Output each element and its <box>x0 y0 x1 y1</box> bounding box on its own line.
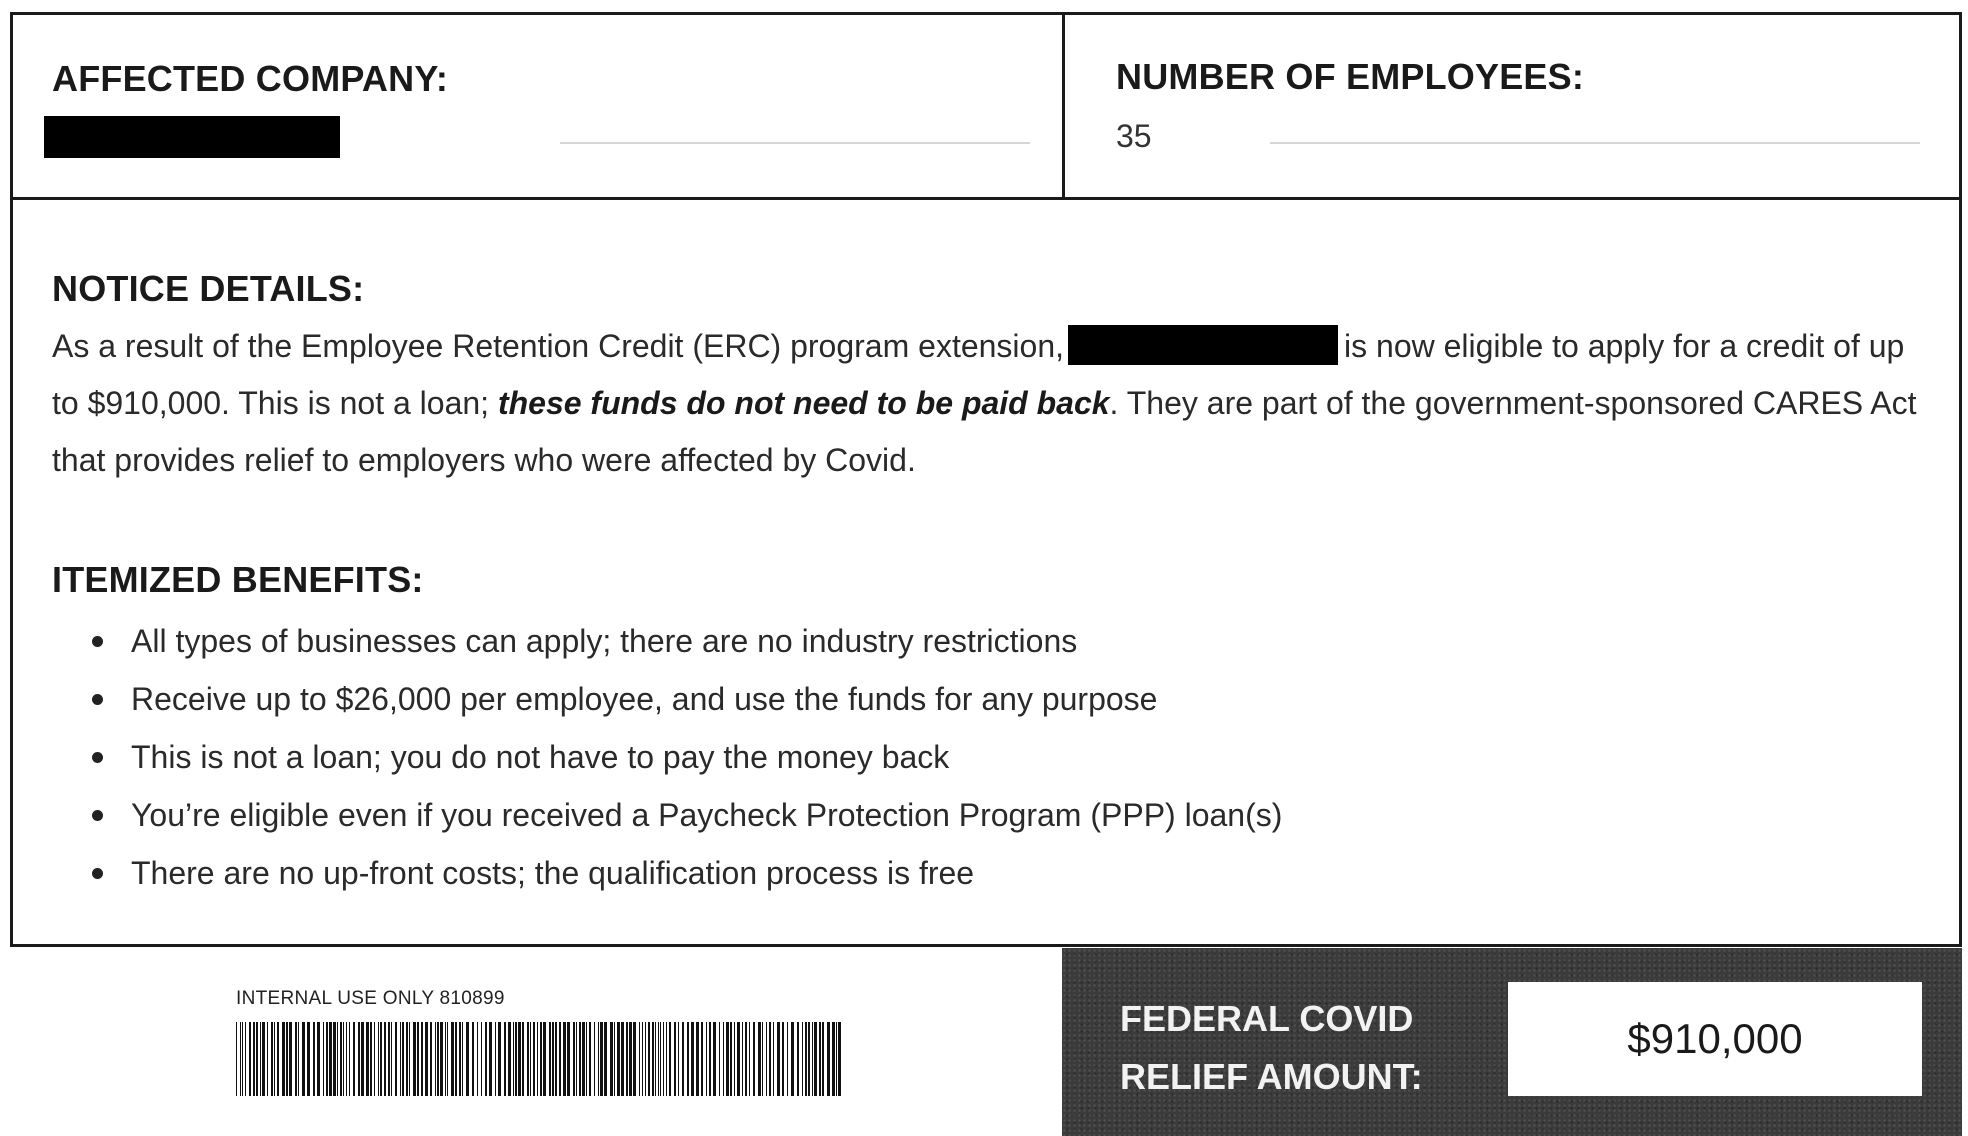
relief-label-line-1: FEDERAL COVID <box>1120 998 1414 1039</box>
barcode-bar <box>610 1022 613 1096</box>
barcode-bar <box>838 1022 841 1096</box>
redacted-company-inline <box>1068 325 1338 365</box>
barcode-bar <box>440 1022 443 1096</box>
barcode-bar <box>302 1022 305 1096</box>
barcode-bar <box>696 1022 699 1096</box>
barcode-bar <box>682 1022 684 1096</box>
barcode-bar <box>674 1022 676 1096</box>
benefit-text: There are no up-front costs; the qualification process is free <box>131 855 975 891</box>
barcode-bar <box>730 1022 732 1096</box>
barcode-bar <box>678 1022 679 1096</box>
barcode-bar <box>518 1022 521 1096</box>
barcode-bar <box>380 1022 382 1096</box>
barcode-bar <box>522 1022 524 1096</box>
barcode-bar <box>814 1022 817 1096</box>
company-field-line <box>560 142 1030 144</box>
barcode-bar <box>417 1022 419 1096</box>
barcode-bar <box>773 1022 774 1096</box>
barcode-bar <box>455 1022 457 1096</box>
bullet-icon <box>92 868 103 879</box>
barcode-bar <box>323 1022 324 1096</box>
barcode-bar <box>425 1022 428 1096</box>
barcode-bar <box>445 1022 446 1096</box>
barcode-bar <box>421 1022 423 1096</box>
barcode-bar <box>797 1022 799 1096</box>
barcode-bar <box>573 1022 575 1096</box>
barcode-bar <box>508 1022 511 1096</box>
list-item <box>92 786 1282 844</box>
barcode-bar <box>582 1022 585 1096</box>
barcode-bar <box>617 1022 620 1096</box>
relief-amount-label <box>1120 990 1460 1106</box>
barcode-bar <box>621 1022 624 1096</box>
barcode-bar <box>749 1022 750 1096</box>
barcode-bar <box>576 1022 577 1096</box>
affected-company-box <box>10 12 1065 200</box>
barcode-bar <box>766 1022 767 1096</box>
barcode-bar <box>666 1022 667 1096</box>
barcode-bar <box>777 1022 780 1096</box>
barcode-bar <box>451 1022 454 1096</box>
number-of-employees-box <box>1062 12 1962 200</box>
benefit-text: Receive up to $26,000 per employee, and use the funds for any purpose <box>131 681 1158 717</box>
barcode-bar <box>409 1022 410 1096</box>
notice-text-part-3: . They are part of the government-sponsored CARES Act that provides relief to employers who were affected by Covid. <box>52 385 1917 478</box>
bullet-icon <box>92 636 103 647</box>
barcode-bar <box>589 1022 591 1096</box>
barcode-bar <box>289 1022 292 1096</box>
barcode-bar <box>836 1022 837 1096</box>
barcode-bar <box>481 1022 482 1096</box>
barcode-bar <box>723 1022 724 1096</box>
barcode-bar <box>822 1022 824 1096</box>
barcode-bar <box>645 1022 646 1096</box>
barcode-bar <box>236 1022 237 1096</box>
barcode-icon <box>236 1022 844 1096</box>
barcode-bar <box>567 1022 570 1096</box>
barcode-bar <box>435 1022 436 1096</box>
barcode-bar <box>333 1022 336 1096</box>
barcode-bar <box>485 1022 487 1096</box>
barcode-bar <box>400 1022 401 1096</box>
affected-company-label: AFFECTED COMPANY: <box>52 58 449 99</box>
barcode-bar <box>374 1022 375 1096</box>
barcode-bar <box>626 1022 628 1096</box>
barcode-bar <box>413 1022 416 1096</box>
barcode-bar <box>769 1022 771 1096</box>
employees-field-line <box>1270 142 1920 144</box>
barcode-area <box>236 988 844 1096</box>
redacted-company-name <box>44 116 340 158</box>
number-of-employees-label: NUMBER OF EMPLOYEES: <box>1116 56 1585 97</box>
relief-amount-panel <box>1062 948 1962 1136</box>
barcode-bar <box>295 1022 297 1096</box>
barcode-bar <box>242 1022 243 1096</box>
barcode-bar <box>391 1022 392 1096</box>
barcode-bar <box>762 1022 763 1096</box>
barcode-bar <box>782 1022 784 1096</box>
barcode-bar <box>537 1022 538 1096</box>
barcode-bar <box>317 1022 320 1096</box>
barcode-bar <box>552 1022 554 1096</box>
barcode-bar <box>614 1022 615 1096</box>
barcode-bar <box>466 1022 469 1096</box>
barcode-bar <box>282 1022 285 1096</box>
barcode-bar <box>819 1022 821 1096</box>
barcode-bar <box>370 1022 372 1096</box>
barcode-bar <box>267 1022 268 1096</box>
barcode-bar <box>361 1022 364 1096</box>
barcode-bar <box>787 1022 788 1096</box>
barcode-bar <box>437 1022 439 1096</box>
barcode-bar <box>504 1022 506 1096</box>
barcode-bar <box>527 1022 529 1096</box>
barcode-bar <box>563 1022 566 1096</box>
barcode-bar <box>648 1022 650 1096</box>
barcode-bar <box>477 1022 478 1096</box>
barcode-bar <box>660 1022 661 1096</box>
barcode-bar <box>349 1022 350 1096</box>
barcode-bar <box>701 1022 703 1096</box>
relief-amount-value: $910,000 <box>1508 982 1922 1096</box>
barcode-bar <box>271 1022 273 1096</box>
notice-details-paragraph <box>52 318 1932 489</box>
barcode-bar <box>709 1022 711 1096</box>
barcode-bar <box>277 1022 279 1096</box>
barcode-bar <box>579 1022 581 1096</box>
relief-label-line-2: RELIEF AMOUNT: <box>1120 1056 1423 1097</box>
barcode-bar <box>240 1022 241 1096</box>
bullet-icon <box>92 752 103 763</box>
barcode-bar <box>812 1022 813 1096</box>
barcode-bar <box>586 1022 587 1096</box>
barcode-bar <box>515 1022 517 1096</box>
barcode-bar <box>652 1022 654 1096</box>
barcode-bar <box>663 1022 664 1096</box>
barcode-bar <box>253 1022 255 1096</box>
bullet-icon <box>92 810 103 821</box>
barcode-caption: INTERNAL USE ONLY 810899 <box>236 988 505 1009</box>
barcode-bar <box>758 1022 761 1096</box>
barcode-bar <box>629 1022 632 1096</box>
barcode-bar <box>340 1022 342 1096</box>
number-of-employees-value: 35 <box>1116 118 1152 154</box>
barcode-bar <box>540 1022 542 1096</box>
barcode-bar <box>604 1022 607 1096</box>
barcode-bar <box>513 1022 514 1096</box>
notice-emphasis: these funds do not need to be paid back <box>497 385 1110 421</box>
barcode-bar <box>462 1022 463 1096</box>
barcode-bar <box>555 1022 557 1096</box>
benefit-text: All types of businesses can apply; there are no industry restrictions <box>131 623 1078 659</box>
barcode-bar <box>353 1022 355 1096</box>
barcode-bar <box>402 1022 404 1096</box>
barcode-bar <box>642 1022 643 1096</box>
list-item <box>92 670 1282 728</box>
barcode-bar <box>495 1022 496 1096</box>
barcode-bar <box>262 1022 265 1096</box>
barcode-bar <box>543 1022 546 1096</box>
barcode-bar <box>358 1022 360 1096</box>
barcode-bar <box>687 1022 689 1096</box>
barcode-bar <box>753 1022 755 1096</box>
barcode-bar <box>832 1022 835 1096</box>
barcode-bar <box>459 1022 461 1096</box>
barcode-bar <box>691 1022 694 1096</box>
list-item <box>92 612 1282 670</box>
barcode-bar <box>559 1022 561 1096</box>
barcode-bar <box>713 1022 716 1096</box>
benefit-text: You’re eligible even if you received a Paycheck Protection Program (PPP) loan(s) <box>131 797 1283 833</box>
barcode-bar <box>658 1022 659 1096</box>
barcode-bar <box>346 1022 347 1096</box>
barcode-bar <box>337 1022 338 1096</box>
list-item <box>92 728 1282 786</box>
barcode-bar <box>745 1022 747 1096</box>
list-item <box>92 844 1282 902</box>
barcode-bar <box>260 1022 261 1096</box>
barcode-bar <box>313 1022 315 1096</box>
notice-text-part-1: As a result of the Employee Retention Credit (ERC) program extension, <box>52 328 1065 364</box>
notice-text-part-2: is now eligible to apply for a credit of up to $910,000. This is not a loan; <box>52 328 1905 421</box>
barcode-bar <box>734 1022 735 1096</box>
barcode-bar <box>791 1022 794 1096</box>
barcode-bar <box>737 1022 740 1096</box>
benefits-list <box>92 612 1282 902</box>
barcode-bar <box>384 1022 386 1096</box>
barcode-bar <box>639 1022 640 1096</box>
barcode-bar <box>447 1022 448 1096</box>
barcode-bar <box>472 1022 474 1096</box>
barcode-bar <box>600 1022 603 1096</box>
benefit-text: This is not a loan; you do not have to pay the money back <box>131 739 950 775</box>
barcode-bar <box>343 1022 344 1096</box>
barcode-bar <box>802 1022 803 1096</box>
barcode-bar <box>430 1022 432 1096</box>
barcode-bar <box>594 1022 595 1096</box>
barcode-bar <box>655 1022 656 1096</box>
barcode-bar <box>378 1022 379 1096</box>
barcode-bar <box>307 1022 310 1096</box>
barcode-bar <box>274 1022 275 1096</box>
barcode-bar <box>633 1022 636 1096</box>
barcode-bar <box>498 1022 501 1096</box>
barcode-bar <box>249 1022 251 1096</box>
barcode-bar <box>395 1022 397 1096</box>
barcode-bar <box>805 1022 807 1096</box>
barcode-bar <box>726 1022 729 1096</box>
barcode-bar <box>719 1022 720 1096</box>
barcode-bar <box>827 1022 830 1096</box>
notice-details-heading: NOTICE DETAILS: <box>52 268 365 309</box>
barcode-bar <box>598 1022 599 1096</box>
barcode-bar <box>366 1022 369 1096</box>
barcode-bar <box>549 1022 551 1096</box>
barcode-bar <box>256 1022 258 1096</box>
barcode-bar <box>533 1022 535 1096</box>
barcode-bar <box>388 1022 390 1096</box>
itemized-benefits-heading: ITEMIZED BENEFITS: <box>52 559 424 600</box>
barcode-bar <box>286 1022 288 1096</box>
barcode-bar <box>530 1022 531 1096</box>
bullet-icon <box>92 694 103 705</box>
barcode-bar <box>326 1022 328 1096</box>
barcode-bar <box>406 1022 408 1096</box>
barcode-bar <box>706 1022 707 1096</box>
barcode-bar <box>489 1022 492 1096</box>
barcode-bar <box>669 1022 671 1096</box>
barcode-bar <box>245 1022 246 1096</box>
barcode-bar <box>329 1022 332 1096</box>
barcode-bar <box>298 1022 299 1096</box>
barcode-bar <box>808 1022 810 1096</box>
barcode-bar <box>742 1022 743 1096</box>
